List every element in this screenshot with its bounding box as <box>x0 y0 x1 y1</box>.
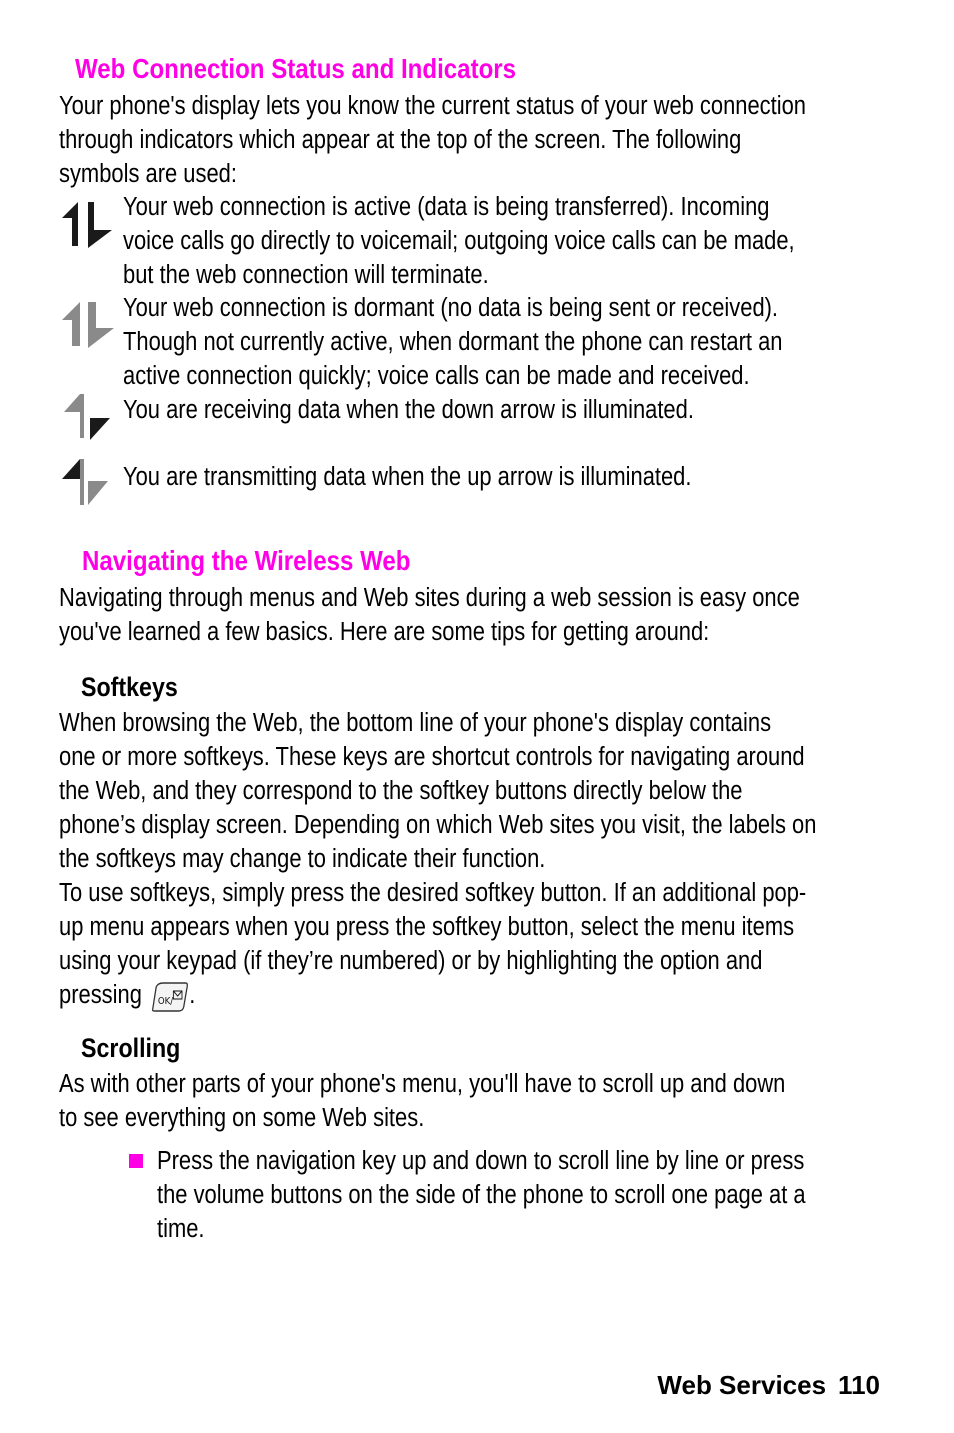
text-line: Your web connection is active (data is being transferred). Incoming <box>123 193 770 221</box>
subheading-scrolling: Scrolling <box>81 1033 181 1063</box>
bullet-square-icon <box>129 1154 143 1168</box>
page-number: 110 <box>838 1370 880 1400</box>
text-line: You are receiving data when the down arrow is illuminated. <box>123 396 694 424</box>
web-active-icon <box>60 200 116 250</box>
page-footer <box>657 1370 880 1401</box>
text-line: phone’s display screen. Depending on which Web sites you visit, the labels on <box>59 811 817 839</box>
text-line: but the web connection will terminate. <box>123 261 489 289</box>
ok-key-label: OK/ <box>158 995 174 1008</box>
pressing-text: pressing <box>59 981 142 1009</box>
softkeys-paragraph <box>59 706 816 1013</box>
footer-section-name: Web Services <box>657 1370 827 1400</box>
text-line: voice calls go directly to voicemail; outgoing voice calls can be made, <box>123 227 795 255</box>
section1-intro <box>59 89 806 191</box>
text-line: Press the navigation key up and down to scroll line by line or press <box>157 1147 805 1175</box>
text-line: you've learned a few basics. Here are some tips for getting around: <box>59 618 710 646</box>
text-line: Your phone's display lets you know the current status of your web connection <box>59 92 807 120</box>
indicator-transmitting-description <box>123 460 691 494</box>
period-text: . <box>189 981 196 1009</box>
text-line: using your keypad (if they’re numbered) or by highlighting the option and <box>59 947 763 975</box>
text-line: through indicators which appear at the top of the screen. The following <box>59 126 742 154</box>
section-heading-web-connection: Web Connection Status and Indicators <box>75 53 517 84</box>
scrolling-paragraph <box>59 1067 785 1135</box>
transmitting-data-icon <box>60 455 110 509</box>
indicator-receiving-description <box>123 393 694 427</box>
indicator-active-description <box>123 190 795 292</box>
text-line: the Web, and they correspond to the softkey buttons directly below the <box>59 777 743 805</box>
scrolling-bullet-text <box>157 1144 806 1246</box>
text-line: active connection quickly; voice calls can be made and received. <box>123 362 750 390</box>
text-line: As with other parts of your phone's menu, you'll have to scroll up and down <box>59 1070 786 1098</box>
text-line: Though not currently active, when dormant the phone can restart an <box>123 328 783 356</box>
text-line: up menu appears when you press the softkey button, select the menu items <box>59 913 795 941</box>
web-dormant-icon <box>60 300 116 350</box>
section-heading-navigating: Navigating the Wireless Web <box>82 545 411 576</box>
text-line: one or more softkeys. These keys are shortcut controls for navigating around <box>59 743 805 771</box>
text-line-pressing <box>59 978 816 1013</box>
text-line: the softkeys may change to indicate their function. <box>59 845 546 873</box>
ok-key-icon <box>148 979 189 1013</box>
text-line: You are transmitting data when the up arrow is illuminated. <box>123 463 692 491</box>
text-line: the volume buttons on the side of the phone to scroll one page at a <box>157 1181 806 1209</box>
text-line: time. <box>157 1215 205 1243</box>
text-line: To use softkeys, simply press the desired softkey button. If an additional pop- <box>59 879 807 907</box>
text-line: Your web connection is dormant (no data is being sent or received). <box>123 294 779 322</box>
receiving-data-icon <box>62 390 112 442</box>
text-line: When browsing the Web, the bottom line of your phone's display contains <box>59 709 772 737</box>
indicator-dormant-description <box>123 291 783 393</box>
text-line: symbols are used: <box>59 160 237 188</box>
subheading-softkeys: Softkeys <box>81 672 178 702</box>
section2-intro <box>59 581 800 649</box>
text-line: to see everything on some Web sites. <box>59 1104 425 1132</box>
text-line: Navigating through menus and Web sites during a web session is easy once <box>59 584 800 612</box>
